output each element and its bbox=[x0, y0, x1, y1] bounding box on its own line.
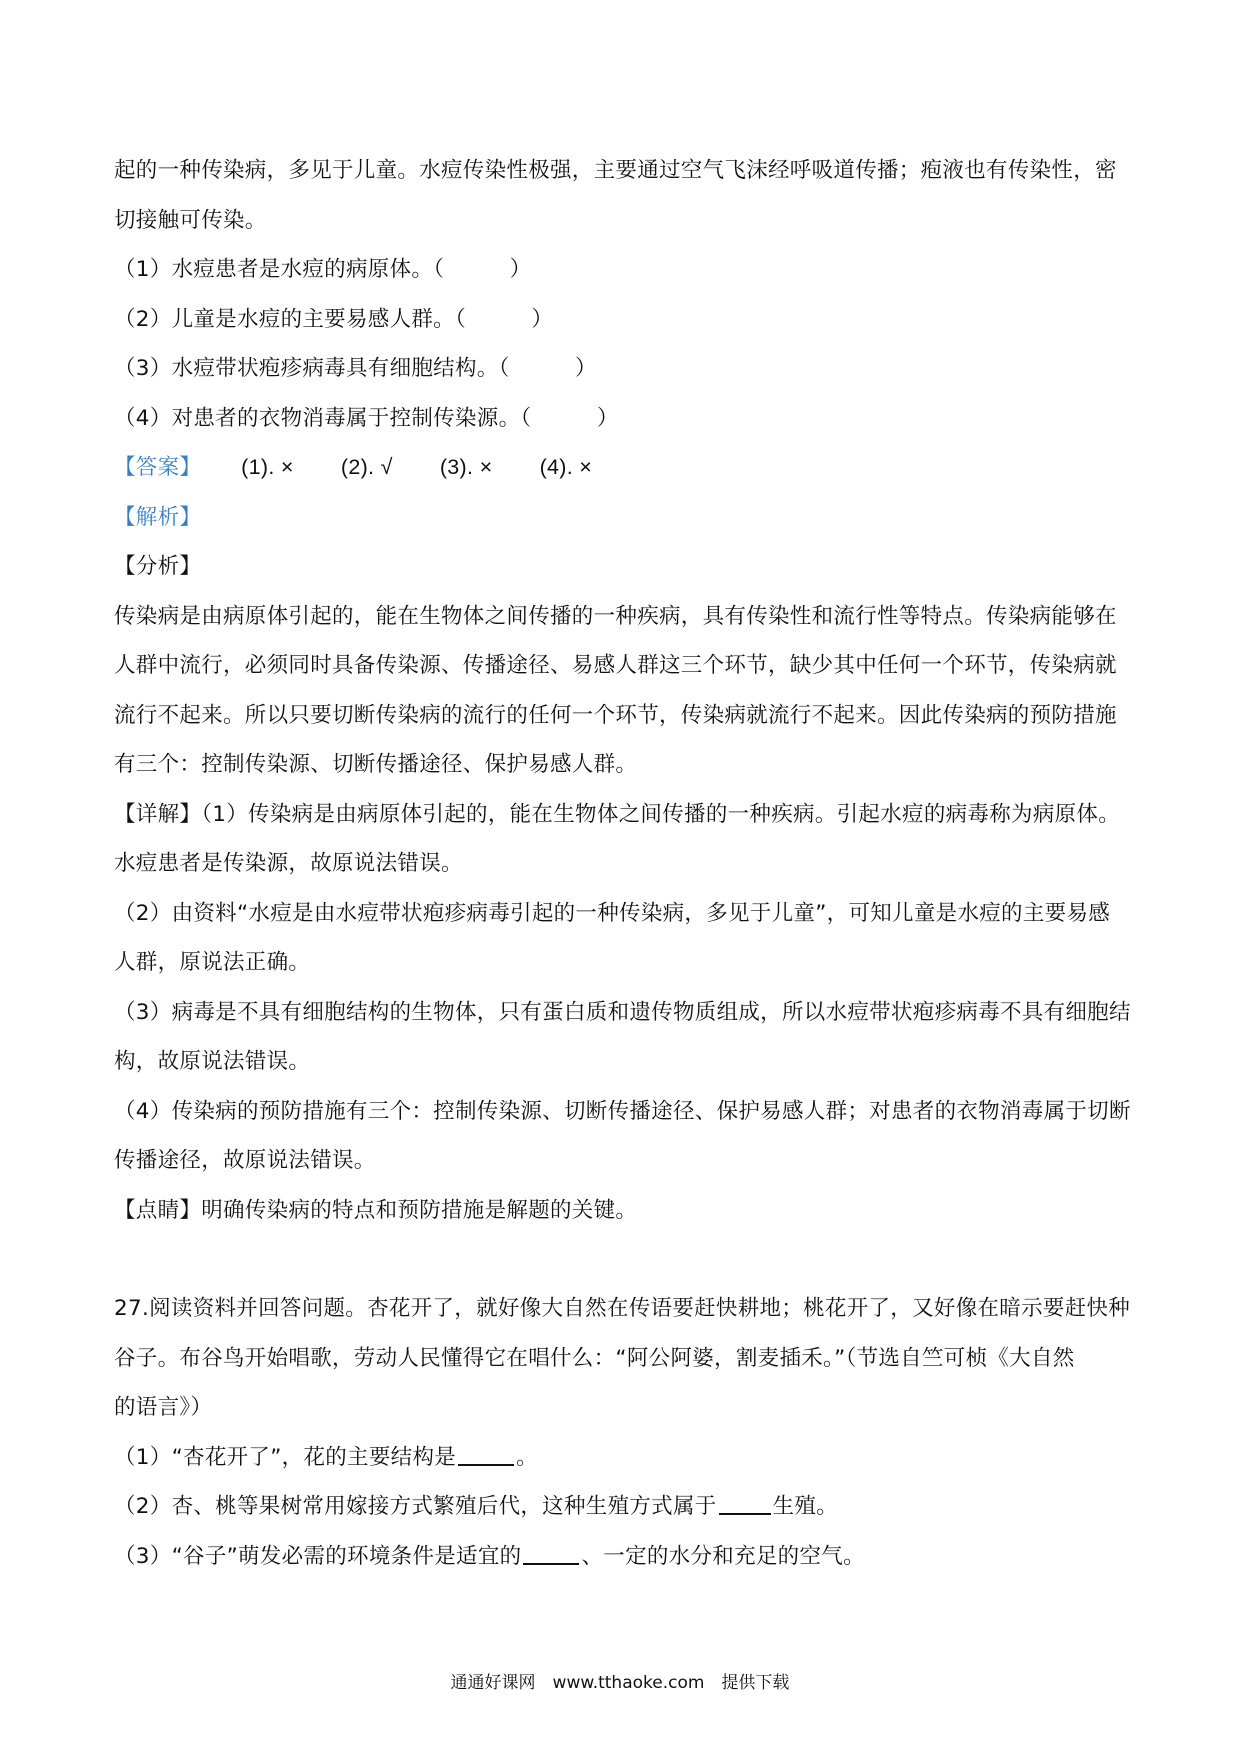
fenxi-line: 流行不起来。所以只要切断传染病的流行的任何一个环节，传染病就流行不起来。因此传染病的预防措施 bbox=[114, 702, 1117, 728]
sub2-tail: 生殖。 bbox=[772, 1494, 838, 1519]
analysis-label: 【解析】 bbox=[114, 504, 202, 530]
paragraph-line: 切接触可传染。 bbox=[114, 207, 267, 233]
question-item: （4）对患者的衣物消毒属于控制传染源。（ ） bbox=[114, 405, 619, 431]
detail-line: 传播途径，故原说法错误。 bbox=[114, 1148, 376, 1173]
detail-line: 【详解】（1）传染病是由病原体引起的，能在生物体之间传播的一种疾病。引起水痘的病毒称为病原体。 bbox=[114, 801, 1121, 827]
sub3-tail: 、一定的水分和充足的空气。 bbox=[581, 1543, 865, 1569]
answer-blank[interactable] bbox=[458, 1444, 514, 1466]
sub1-tail: 。 bbox=[516, 1444, 538, 1470]
sub3-text: （3）“谷子”萌发必需的环境条件是适宜的 bbox=[114, 1543, 522, 1569]
question-item: （2）儿童是水痘的主要易感人群。（ ） bbox=[114, 306, 554, 332]
answer-blank[interactable] bbox=[523, 1543, 579, 1565]
detail-line: （4）传染病的预防措施有三个：控制传染源、切断传播途径、保护易感人群；对患者的衣物消毒属于切断 bbox=[114, 1098, 1131, 1124]
sub1-text: （1）“杏花开了”，花的主要结构是 bbox=[114, 1444, 457, 1470]
page-footer: 通通好课网 www.tthaoke.com 提供下载 bbox=[450, 1673, 790, 1693]
sub2-text: （2）杏、桃等果树常用嫁接方式繁殖后代，这种生殖方式属于 bbox=[114, 1494, 717, 1519]
detail-line: 构，故原说法错误。 bbox=[114, 1049, 311, 1074]
answer-3: (3). × bbox=[439, 455, 493, 479]
answer-label: 【答案】 bbox=[114, 455, 202, 480]
question-item: （1）水痘患者是水痘的病原体。（ ） bbox=[114, 257, 532, 282]
answer-blank[interactable] bbox=[719, 1493, 771, 1515]
detail-line: （2）由资料“水痘是由水痘带状疱疹病毒引起的一种传染病，多见于儿童”，可知儿童是水痘的主要易感 bbox=[114, 900, 1111, 926]
dianjing-line: 【点睛】明确传染病的特点和预防措施是解题的关键。 bbox=[114, 1197, 638, 1223]
answer-4: (4). × bbox=[539, 455, 593, 479]
question-item: （3）水痘带状疱疹病毒具有细胞结构。（ ） bbox=[114, 356, 597, 381]
q27-sub-3 bbox=[114, 1532, 1134, 1582]
q27-sub-1 bbox=[114, 1433, 1134, 1483]
fenxi-line: 传染病是由病原体引起的，能在生物体之间传播的一种疾病，具有传染性和流行性等特点。传染病能够在 bbox=[114, 603, 1117, 629]
paragraph-line: 起的一种传染病，多见于儿童。水痘传染性极强，主要通过空气飞沫经呼吸道传播；疱液也有传染性，密 bbox=[114, 158, 1117, 183]
answer-row bbox=[114, 443, 1134, 493]
document-page bbox=[114, 146, 1134, 1581]
detail-line: 人群，原说法正确。 bbox=[114, 950, 311, 975]
answer-2: (2). √ bbox=[340, 455, 393, 479]
q27-sub-2 bbox=[114, 1482, 1134, 1532]
detail-line: （3）病毒是不具有细胞结构的生物体，只有蛋白质和遗传物质组成，所以水痘带状疱疹病毒不具有细胞结 bbox=[114, 999, 1131, 1025]
fenxi-line: 人群中流行，必须同时具备传染源、传播途径、易感人群这三个环节，缺少其中任何一个环节，传染病就 bbox=[114, 653, 1117, 678]
section-gap bbox=[114, 1235, 1134, 1284]
detail-line: 水痘患者是传染源，故原说法错误。 bbox=[114, 851, 463, 876]
q27-line: 27.阅读资料并回答问题。杏花开了，就好像大自然在传语要赶快耕地；桃花开了，又好像在暗示要赶快种 bbox=[114, 1296, 1131, 1321]
fenxi-label: 【分析】 bbox=[114, 554, 202, 579]
answer-1: (1). × bbox=[241, 455, 294, 479]
fenxi-line: 有三个：控制传染源、切断传播途径、保护易感人群。 bbox=[114, 752, 638, 777]
q27-line: 的语言》） bbox=[114, 1395, 213, 1420]
q27-line: 谷子。布谷鸟开始唱歌，劳动人民懂得它在唱什么：“阿公阿婆，割麦插禾。”（节选自竺可桢《大自然 bbox=[114, 1345, 1075, 1371]
